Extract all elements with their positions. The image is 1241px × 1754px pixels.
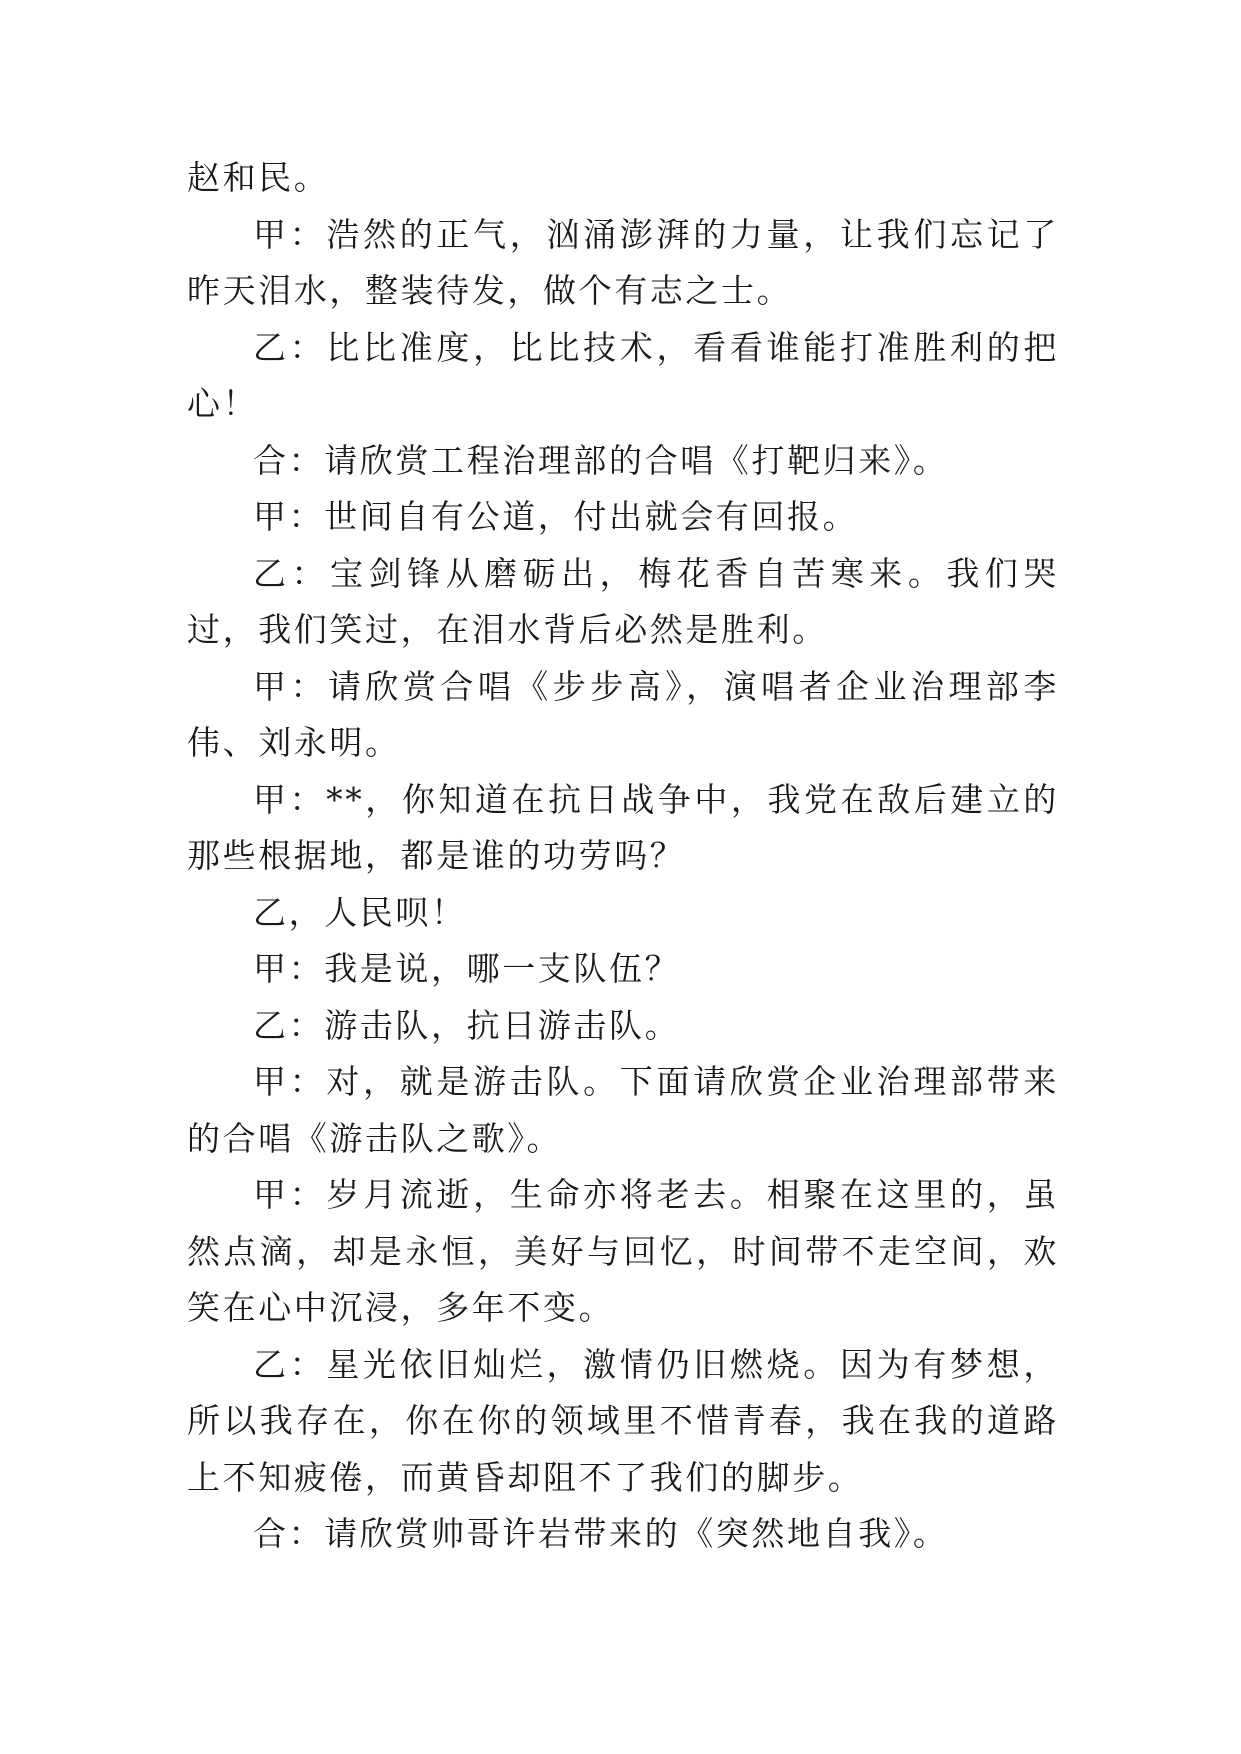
paragraph-2: 甲：浩然的正气，汹涌澎湃的力量，让我们忘记了昨天泪水，整装待发，做个有志之士。 (187, 214, 1059, 310)
paragraph-13: 甲：岁月流逝，生命亦将老去。相聚在这里的，虽然点滴，却是永恒，美好与回忆，时间带不走空间，欢笑在心中沉浸，多年不变。 (187, 1175, 1059, 1327)
paragraph-9: 乙，人民呗！ (253, 892, 467, 932)
paragraph-14: 乙：星光依旧灿烂，激情仍旧燃烧。因为有梦想，所以我存在，你在你的领域里不惜青春，我在我的道路上不知疲倦，而黄昏却阻不了我们的脚步。 (187, 1344, 1059, 1497)
paragraph-8: 甲：**，你知道在抗日战争中，我党在敌后建立的那些根据地，都是谁的功劳吗？ (187, 779, 1059, 875)
paragraph-6: 乙：宝剑锋从磨砺出，梅花香自苦寒来。我们哭过，我们笑过，在泪水背后必然是胜利。 (187, 553, 1059, 649)
paragraph-10: 甲：我是说，哪一支队伍？ (253, 949, 681, 988)
document-body (187, 150, 1059, 1563)
paragraph-11: 乙：游击队，抗日游击队。 (253, 1005, 681, 1045)
paragraph-7: 甲：请欣赏合唱《步步高》，演唱者企业治理部李伟、刘永明。 (187, 666, 1059, 762)
paragraph-5: 甲：世间自有公道，付出就会有回报。 (253, 497, 859, 536)
paragraph-1: 赵和民。 (187, 158, 330, 197)
paragraph-15: 合：请欣赏帅哥许岩带来的《突然地自我》。 (253, 1514, 949, 1553)
paragraph-3: 乙：比比准度，比比技术，看看谁能打准胜利的把心！ (187, 327, 1059, 423)
paragraph-4: 合：请欣赏工程治理部的合唱《打靶归来》。 (253, 440, 949, 480)
paragraph-12: 甲：对，就是游击队。下面请欣赏企业治理部带来的合唱《游击队之歌》。 (187, 1062, 1059, 1158)
